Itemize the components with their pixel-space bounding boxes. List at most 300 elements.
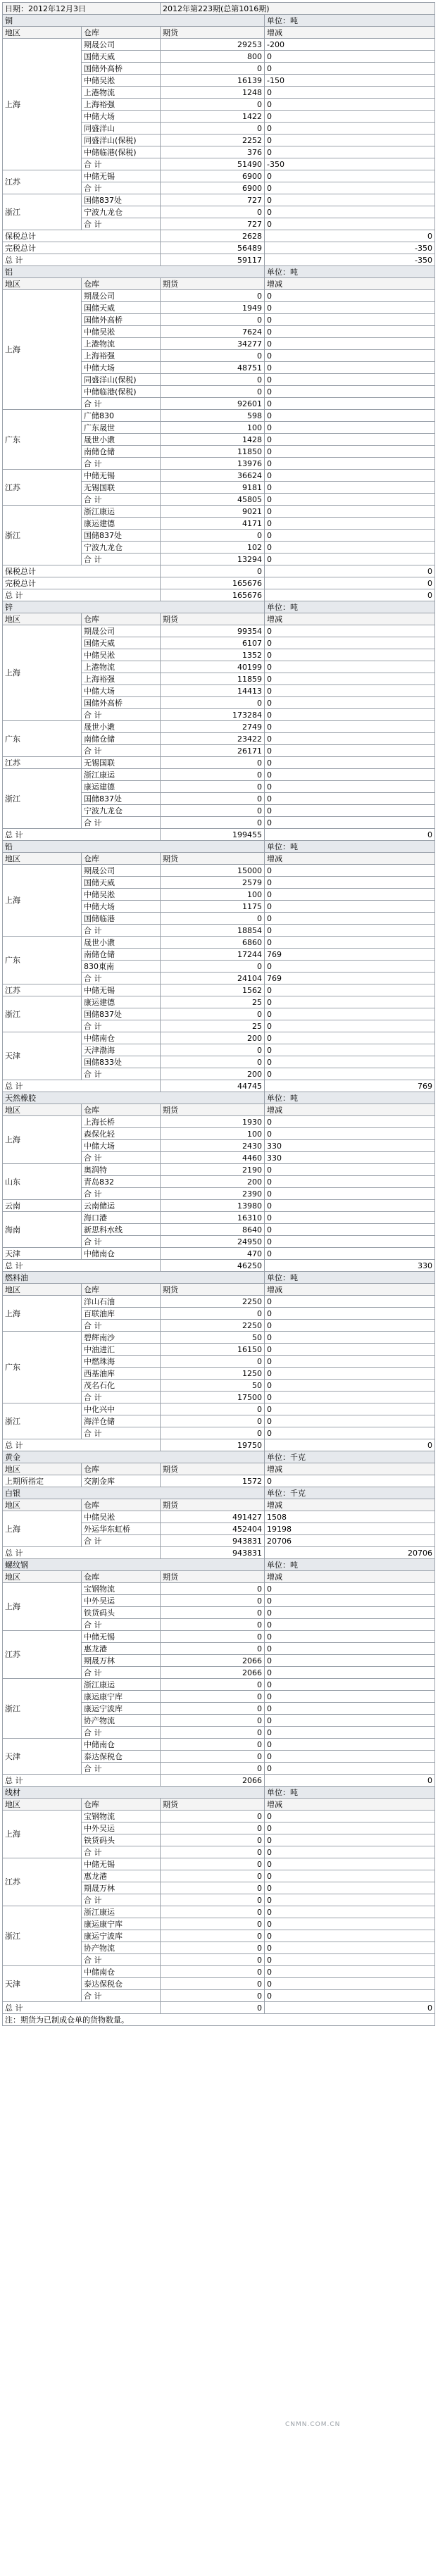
table-row xyxy=(3,1116,435,1128)
futures-cell: 29253 xyxy=(161,39,265,51)
change-cell: 0 xyxy=(265,817,435,829)
col-region-header: 地区 xyxy=(3,1284,82,1296)
futures-cell: 2250 xyxy=(161,1320,265,1332)
change-cell: 0 xyxy=(265,314,435,326)
change-cell: -150 xyxy=(265,75,435,87)
col-warehouse-header: 仓库 xyxy=(82,27,161,39)
change-cell: 0 xyxy=(265,530,435,542)
futures-cell: 2749 xyxy=(161,721,265,733)
warehouse-cell: 上港物流 xyxy=(82,87,161,99)
warehouse-cell: 期晟万林 xyxy=(82,1882,161,1894)
futures-cell: 0 xyxy=(161,1822,265,1834)
change-cell: 0 xyxy=(265,1930,435,1942)
warehouse-cell: 中储吴淞 xyxy=(82,326,161,338)
section-title-row xyxy=(3,1451,435,1463)
col-futures-header: 期货 xyxy=(161,853,265,865)
futures-cell: 0 xyxy=(161,1882,265,1894)
column-header-row xyxy=(3,278,435,290)
futures-cell: 0 xyxy=(161,697,265,709)
warehouse-cell: 中储南仓 xyxy=(82,1032,161,1044)
table-row xyxy=(3,865,435,877)
change-cell: 0 xyxy=(265,745,435,757)
table-row xyxy=(3,1475,435,1487)
warehouse-cell: 广储830 xyxy=(82,410,161,422)
table-row xyxy=(3,721,435,733)
change-cell: 0 xyxy=(265,1116,435,1128)
futures-cell: 0 xyxy=(161,1727,265,1739)
warehouse-cell: 交割金库 xyxy=(82,1475,161,1487)
region-cell: 上海 xyxy=(3,39,82,170)
futures-cell: 0 xyxy=(161,1870,265,1882)
change-cell: 0 xyxy=(265,51,435,63)
total-change: 769 xyxy=(265,1080,435,1092)
warehouse-cell: 宁波九龙仓 xyxy=(82,206,161,218)
warehouse-cell: 合 计 xyxy=(82,554,161,565)
change-cell: 0 xyxy=(265,302,435,314)
col-region-header: 地区 xyxy=(3,613,82,625)
section-name: 天然橡胶 xyxy=(3,1092,265,1104)
futures-cell: 1572 xyxy=(161,1475,265,1487)
warehouse-cell: 青岛832 xyxy=(82,1176,161,1188)
warehouse-cell: 国储833处 xyxy=(82,1056,161,1068)
table-row xyxy=(3,769,435,781)
unit-label: 单位：千克 xyxy=(265,1487,435,1499)
table-row xyxy=(3,1583,435,1595)
change-cell: 0 xyxy=(265,410,435,422)
change-cell: 0 xyxy=(265,1870,435,1882)
section-title-row xyxy=(3,1787,435,1799)
warehouse-cell: 合 计 xyxy=(82,1894,161,1906)
section-name: 白银 xyxy=(3,1487,265,1499)
report-issue: 2012年第223期(总第1016期) xyxy=(161,3,435,15)
col-futures-header: 期货 xyxy=(161,27,265,39)
table-row xyxy=(3,1511,435,1523)
change-cell: 0 xyxy=(265,135,435,146)
futures-cell: 0 xyxy=(161,350,265,362)
warehouse-cell: 上海长桥 xyxy=(82,1116,161,1128)
warehouse-cell: 中储大场 xyxy=(82,362,161,374)
warehouse-cell: 康运宁波库 xyxy=(82,1930,161,1942)
col-region-header: 地区 xyxy=(3,1463,82,1475)
warehouse-cell: 上海裕强 xyxy=(82,673,161,685)
futures-cell: 727 xyxy=(161,194,265,206)
warehouse-cell: 泰达保税仓 xyxy=(82,1978,161,1990)
warehouse-cell: 中储吴淞 xyxy=(82,75,161,87)
region-cell: 山东 xyxy=(3,1164,82,1200)
warehouse-cell: 铁货码头 xyxy=(82,1607,161,1619)
total-row xyxy=(3,242,435,254)
futures-cell: 0 xyxy=(161,1954,265,1966)
table-row xyxy=(3,194,435,206)
report-header-row xyxy=(3,3,435,15)
total-futures: 0 xyxy=(161,565,265,577)
futures-cell: 200 xyxy=(161,1032,265,1044)
futures-cell: 16150 xyxy=(161,1344,265,1356)
futures-cell: 0 xyxy=(161,793,265,805)
futures-cell: 7624 xyxy=(161,326,265,338)
change-cell: 0 xyxy=(265,1966,435,1978)
warehouse-cell: 泰达保税仓 xyxy=(82,1751,161,1763)
change-cell: 769 xyxy=(265,949,435,961)
total-futures: 199455 xyxy=(161,829,265,841)
futures-cell: 0 xyxy=(161,63,265,75)
change-cell: 0 xyxy=(265,865,435,877)
table-row xyxy=(3,470,435,482)
change-cell: 0 xyxy=(265,1906,435,1918)
change-cell: 0 xyxy=(265,1631,435,1643)
col-warehouse-header: 仓库 xyxy=(82,1463,161,1475)
change-cell: 0 xyxy=(265,984,435,996)
unit-label: 单位：吨 xyxy=(265,841,435,853)
section-name: 铝 xyxy=(3,266,265,278)
change-cell: 0 xyxy=(265,1978,435,1990)
region-cell: 浙江 xyxy=(3,1403,82,1439)
total-futures: 0 xyxy=(161,2002,265,2014)
region-cell: 江苏 xyxy=(3,984,82,996)
futures-cell: 0 xyxy=(161,1044,265,1056)
futures-cell: 99354 xyxy=(161,625,265,637)
warehouse-cell: 合 计 xyxy=(82,398,161,410)
futures-cell: 1949 xyxy=(161,302,265,314)
futures-cell: 1250 xyxy=(161,1368,265,1380)
change-cell: 0 xyxy=(265,422,435,434)
total-label: 总 计 xyxy=(3,2002,161,2014)
region-cell: 海南 xyxy=(3,1212,82,1248)
change-cell: 0 xyxy=(265,1595,435,1607)
change-cell: 0 xyxy=(265,697,435,709)
change-cell: 0 xyxy=(265,338,435,350)
change-cell: 1508 xyxy=(265,1511,435,1523)
change-cell: 0 xyxy=(265,386,435,398)
futures-cell: 0 xyxy=(161,1679,265,1691)
change-cell: 0 xyxy=(265,1344,435,1356)
futures-cell: 0 xyxy=(161,206,265,218)
warehouse-cell: 国储837处 xyxy=(82,1008,161,1020)
futures-cell: 17500 xyxy=(161,1392,265,1403)
futures-cell: 92601 xyxy=(161,398,265,410)
col-warehouse-header: 仓库 xyxy=(82,613,161,625)
table-row xyxy=(3,1248,435,1260)
warehouse-cell: 同盛洋山(保税) xyxy=(82,374,161,386)
futures-cell: 0 xyxy=(161,374,265,386)
warehouse-cell: 同盛洋山(保税) xyxy=(82,135,161,146)
col-change-header: 增减 xyxy=(265,853,435,865)
total-row xyxy=(3,1080,435,1092)
change-cell: 0 xyxy=(265,1236,435,1248)
warehouse-cell: 无锡国联 xyxy=(82,757,161,769)
total-row xyxy=(3,829,435,841)
col-change-header: 增减 xyxy=(265,27,435,39)
total-futures: 19750 xyxy=(161,1439,265,1451)
futures-cell: 0 xyxy=(161,386,265,398)
futures-cell: 0 xyxy=(161,1583,265,1595)
warehouse-cell: 中储南仓 xyxy=(82,1248,161,1260)
table-row xyxy=(3,1032,435,1044)
warehouse-cell: 期晟公司 xyxy=(82,290,161,302)
table-row xyxy=(3,170,435,182)
warehouse-cell: 国储天威 xyxy=(82,637,161,649)
change-cell: 0 xyxy=(265,793,435,805)
col-futures-header: 期货 xyxy=(161,278,265,290)
total-label: 总 计 xyxy=(3,829,161,841)
change-cell: 0 xyxy=(265,889,435,901)
change-cell: 0 xyxy=(265,1164,435,1176)
warehouse-cell: 晟世小漖 xyxy=(82,434,161,446)
warehouse-cell: 合 计 xyxy=(82,1990,161,2002)
futures-cell: 943831 xyxy=(161,1535,265,1547)
change-cell: 0 xyxy=(265,398,435,410)
warehouse-cell: 期晟万林 xyxy=(82,1655,161,1667)
futures-cell: 40199 xyxy=(161,661,265,673)
warehouse-cell: 广东晟世 xyxy=(82,422,161,434)
col-warehouse-header: 仓库 xyxy=(82,1571,161,1583)
warehouse-cell: 上海裕强 xyxy=(82,350,161,362)
futures-cell: 0 xyxy=(161,769,265,781)
warehouse-cell: 中储吴淞 xyxy=(82,1511,161,1523)
futures-cell: 1352 xyxy=(161,649,265,661)
warehouse-cell: 南储仓储 xyxy=(82,446,161,458)
warehouse-cell: 惠龙港 xyxy=(82,1643,161,1655)
futures-cell: 0 xyxy=(161,123,265,135)
warehouse-cell: 国储天威 xyxy=(82,877,161,889)
futures-cell: 0 xyxy=(161,1858,265,1870)
futures-cell: 0 xyxy=(161,1643,265,1655)
futures-cell: 0 xyxy=(161,1403,265,1415)
warehouse-cell: 合 计 xyxy=(82,1236,161,1248)
warehouse-cell: 云南储运 xyxy=(82,1200,161,1212)
change-cell: 0 xyxy=(265,1811,435,1822)
futures-cell: 0 xyxy=(161,1008,265,1020)
warehouse-cell: 浙江康运 xyxy=(82,1679,161,1691)
futures-cell: 0 xyxy=(161,1691,265,1703)
total-change: 0 xyxy=(265,589,435,601)
futures-cell: 6900 xyxy=(161,182,265,194)
region-cell: 广东 xyxy=(3,1332,82,1403)
futures-cell: 0 xyxy=(161,1846,265,1858)
table-row xyxy=(3,996,435,1008)
watermark: CNMN.COM.CN xyxy=(285,2421,341,2428)
table-row xyxy=(3,290,435,302)
table-row xyxy=(3,1858,435,1870)
table-row xyxy=(3,1679,435,1691)
futures-cell: 800 xyxy=(161,51,265,63)
change-cell: 0 xyxy=(265,1751,435,1763)
unit-label: 单位：吨 xyxy=(265,1272,435,1284)
change-cell: 0 xyxy=(265,494,435,506)
col-futures-header: 期货 xyxy=(161,1284,265,1296)
warehouse-cell: 海口港 xyxy=(82,1212,161,1224)
warehouse-cell: 中储大场 xyxy=(82,901,161,913)
change-cell: 0 xyxy=(265,661,435,673)
change-cell: 0 xyxy=(265,1224,435,1236)
futures-cell: 0 xyxy=(161,1415,265,1427)
total-change: 0 xyxy=(265,577,435,589)
change-cell: 0 xyxy=(265,685,435,697)
column-header-row xyxy=(3,27,435,39)
change-cell: 0 xyxy=(265,1703,435,1715)
change-cell: 0 xyxy=(265,913,435,925)
futures-cell: 2066 xyxy=(161,1667,265,1679)
futures-cell: 100 xyxy=(161,422,265,434)
change-cell: 0 xyxy=(265,99,435,111)
futures-cell: 2066 xyxy=(161,1655,265,1667)
futures-cell: 452404 xyxy=(161,1523,265,1535)
section-name: 铅 xyxy=(3,841,265,853)
futures-cell: 173284 xyxy=(161,709,265,721)
warehouse-cell: 无锡国联 xyxy=(82,482,161,494)
warehouse-cell: 期晟公司 xyxy=(82,625,161,637)
change-cell: 0 xyxy=(265,733,435,745)
change-cell: 0 xyxy=(265,901,435,913)
warehouse-cell: 合 计 xyxy=(82,1727,161,1739)
change-cell: 0 xyxy=(265,757,435,769)
change-cell: 769 xyxy=(265,973,435,984)
footnote-row xyxy=(3,2014,435,2026)
change-cell: 0 xyxy=(265,709,435,721)
futures-cell: 16310 xyxy=(161,1212,265,1224)
warehouse-cell: 合 计 xyxy=(82,1667,161,1679)
warehouse-cell: 合 计 xyxy=(82,1535,161,1547)
warehouse-cell: 中燃珠海 xyxy=(82,1356,161,1368)
warehouse-cell: 合 计 xyxy=(82,1846,161,1858)
change-cell: 0 xyxy=(265,781,435,793)
futures-cell: 0 xyxy=(161,1834,265,1846)
column-header-row xyxy=(3,1571,435,1583)
change-cell: 0 xyxy=(265,1667,435,1679)
region-cell: 天津 xyxy=(3,1739,82,1775)
column-header-row xyxy=(3,613,435,625)
total-label: 总 计 xyxy=(3,1439,161,1451)
change-cell: 0 xyxy=(265,721,435,733)
col-futures-header: 期货 xyxy=(161,613,265,625)
warehouse-cell: 上港物流 xyxy=(82,661,161,673)
change-cell: 0 xyxy=(265,1032,435,1044)
total-change: 0 xyxy=(265,1775,435,1787)
change-cell: 0 xyxy=(265,350,435,362)
futures-cell: 0 xyxy=(161,1619,265,1631)
futures-cell: 1930 xyxy=(161,1116,265,1128)
warehouse-cell: 中储临港(保税) xyxy=(82,146,161,158)
warehouse-cell: 国储外高桥 xyxy=(82,697,161,709)
change-cell: 0 xyxy=(265,1607,435,1619)
warehouse-cell: 合 计 xyxy=(82,817,161,829)
col-futures-header: 期货 xyxy=(161,1463,265,1475)
warehouse-cell: 碧辉南沙 xyxy=(82,1332,161,1344)
change-cell: 0 xyxy=(265,1008,435,1020)
futures-cell: 491427 xyxy=(161,1511,265,1523)
futures-cell: 23422 xyxy=(161,733,265,745)
warehouse-cell: 中储无锡 xyxy=(82,470,161,482)
warehouse-cell: 合 计 xyxy=(82,494,161,506)
warehouse-cell: 协产物流 xyxy=(82,1942,161,1954)
warehouse-cell: 康运建德 xyxy=(82,996,161,1008)
warehouse-cell: 国储天威 xyxy=(82,51,161,63)
warehouse-cell: 新思科水线 xyxy=(82,1224,161,1236)
column-header-row xyxy=(3,1104,435,1116)
warehouse-cell: 合 计 xyxy=(82,1320,161,1332)
change-cell: 0 xyxy=(265,1308,435,1320)
warehouse-cell: 中储大场 xyxy=(82,111,161,123)
total-row xyxy=(3,254,435,266)
change-cell: 0 xyxy=(265,1822,435,1834)
change-cell: 0 xyxy=(265,1727,435,1739)
total-change: 0 xyxy=(265,2002,435,2014)
region-cell: 上期所指定 xyxy=(3,1475,82,1487)
futures-cell: 0 xyxy=(161,290,265,302)
futures-cell: 0 xyxy=(161,1631,265,1643)
change-cell: 0 xyxy=(265,1858,435,1870)
change-cell: 0 xyxy=(265,1212,435,1224)
futures-cell: 102 xyxy=(161,542,265,554)
region-cell: 上海 xyxy=(3,625,82,721)
unit-label: 单位：吨 xyxy=(265,266,435,278)
change-cell: 0 xyxy=(265,434,435,446)
warehouse-cell: 惠龙港 xyxy=(82,1870,161,1882)
col-region-header: 地区 xyxy=(3,278,82,290)
change-cell: 0 xyxy=(265,1415,435,1427)
col-region-header: 地区 xyxy=(3,1104,82,1116)
change-cell: 0 xyxy=(265,1894,435,1906)
section-title-row xyxy=(3,1272,435,1284)
futures-cell: 0 xyxy=(161,530,265,542)
col-warehouse-header: 仓库 xyxy=(82,853,161,865)
warehouse-cell: 中储无锡 xyxy=(82,984,161,996)
change-cell: 19198 xyxy=(265,1523,435,1535)
warehouse-cell: 合 计 xyxy=(82,925,161,937)
futures-cell: 0 xyxy=(161,757,265,769)
section-name: 铜 xyxy=(3,15,265,27)
section-title-row xyxy=(3,601,435,613)
warehouse-cell: 中储南仓 xyxy=(82,1739,161,1751)
warehouse-cell: 康运建德 xyxy=(82,518,161,530)
futures-cell: 0 xyxy=(161,99,265,111)
futures-cell: 1175 xyxy=(161,901,265,913)
total-label: 总 计 xyxy=(3,1775,161,1787)
futures-cell: 26171 xyxy=(161,745,265,757)
table-row xyxy=(3,1164,435,1176)
warehouse-cell: 合 计 xyxy=(82,182,161,194)
total-row xyxy=(3,230,435,242)
table-row xyxy=(3,39,435,51)
total-row xyxy=(3,1260,435,1272)
change-cell: 0 xyxy=(265,1332,435,1344)
warehouse-cell: 宝钢物流 xyxy=(82,1811,161,1822)
futures-cell: 13294 xyxy=(161,554,265,565)
total-futures: 2066 xyxy=(161,1775,265,1787)
total-futures: 165676 xyxy=(161,589,265,601)
warehouse-cell: 合 计 xyxy=(82,218,161,230)
warehouse-cell: 中储无锡 xyxy=(82,1631,161,1643)
section-title-row xyxy=(3,1487,435,1499)
warehouse-cell: 茂名石化 xyxy=(82,1380,161,1392)
futures-cell: 0 xyxy=(161,1356,265,1368)
futures-cell: 15000 xyxy=(161,865,265,877)
warehouse-cell: 合 计 xyxy=(82,1152,161,1164)
region-cell: 江苏 xyxy=(3,170,82,194)
total-row xyxy=(3,565,435,577)
warehouse-cell: 宝钢物流 xyxy=(82,1583,161,1595)
warehouse-cell: 晟世小漖 xyxy=(82,937,161,949)
col-futures-header: 期货 xyxy=(161,1499,265,1511)
region-cell: 浙江 xyxy=(3,769,82,829)
change-cell: 0 xyxy=(265,1296,435,1308)
futures-cell: 727 xyxy=(161,218,265,230)
futures-cell: 0 xyxy=(161,1739,265,1751)
futures-cell: 0 xyxy=(161,1811,265,1822)
total-futures: 56489 xyxy=(161,242,265,254)
futures-cell: 200 xyxy=(161,1068,265,1080)
futures-cell: 1248 xyxy=(161,87,265,99)
